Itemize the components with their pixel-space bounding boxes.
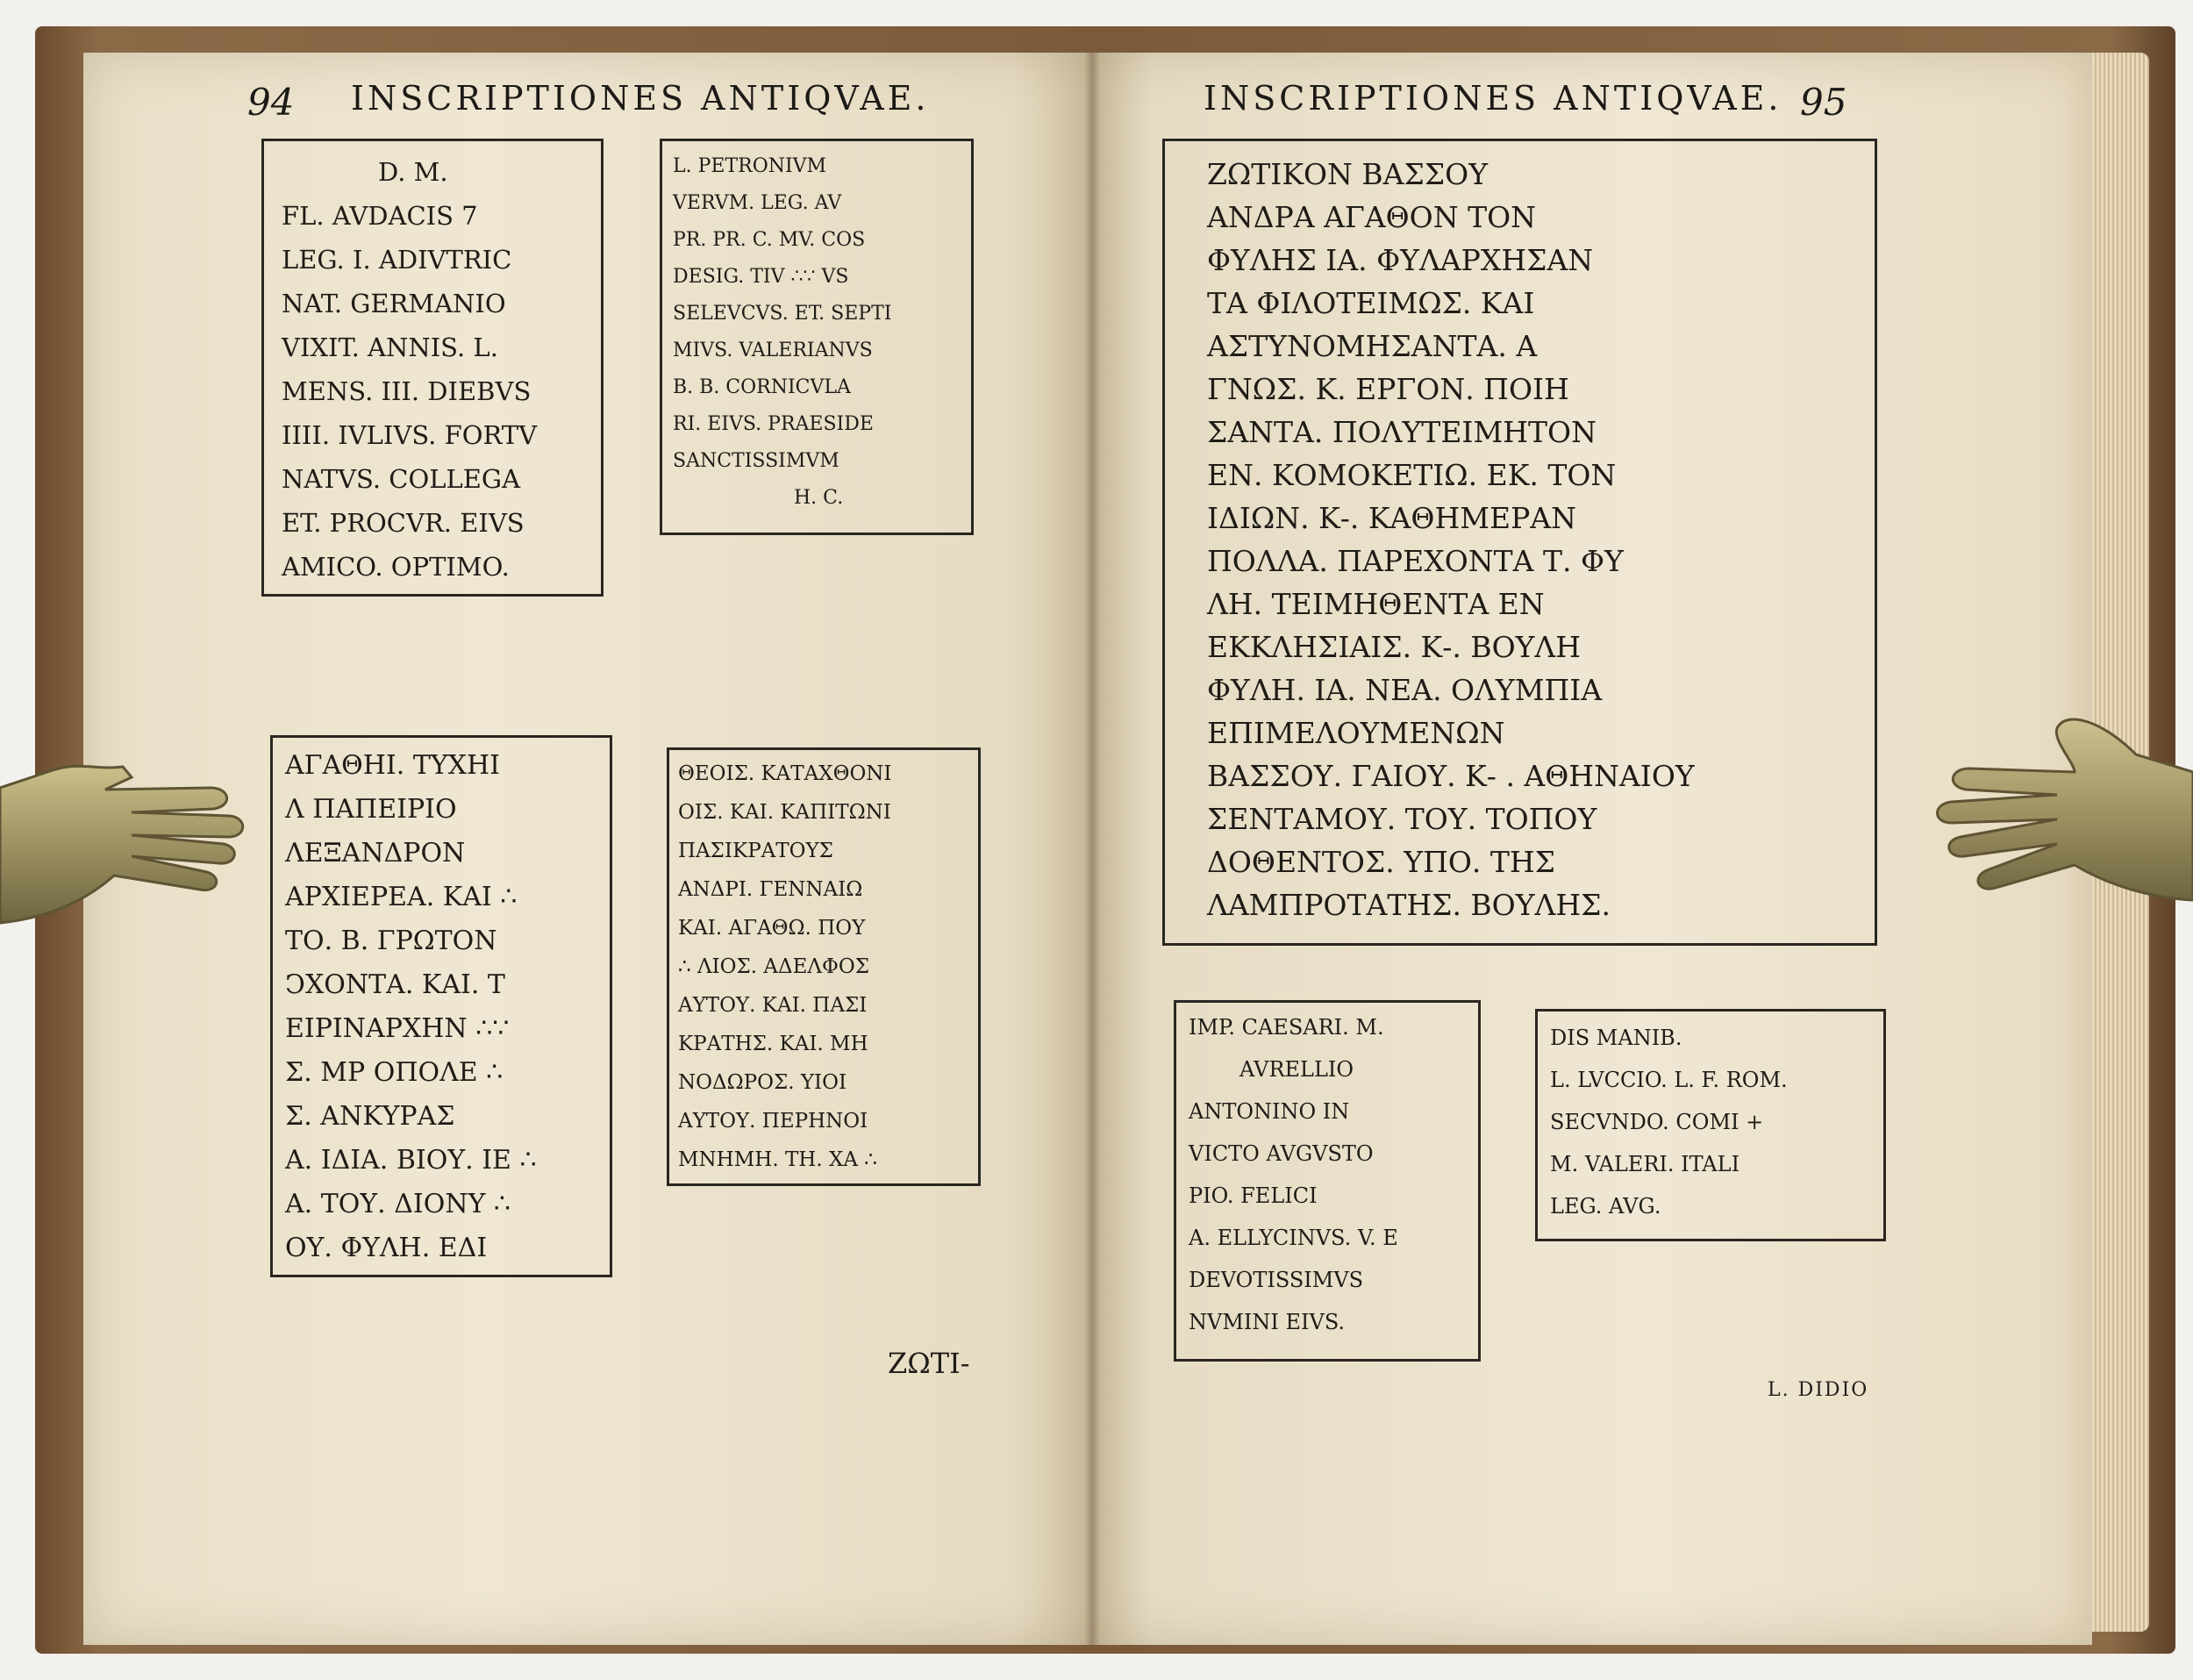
inscription-box (667, 747, 981, 1186)
inscription-line: IMP. CAESARI. M. (1189, 1015, 1384, 1040)
inscription-line: ΑΥΤΟΥ. ΠΕΡΗΝΟΙ (678, 1110, 868, 1133)
inscription-box (1174, 1000, 1481, 1362)
inscription-line: ΑΣΤΥΝΟΜΗΣΑΝΤΑ. Α (1207, 329, 1538, 363)
inscription-line: ΖΩΤΙΚΟΝ ΒΑΣΣΟΥ (1207, 157, 1488, 191)
inscription-line: DESIG. TIV ∴∵ VS (673, 266, 849, 288)
inscription-line: AMICO. OPTIMO. (282, 552, 510, 582)
inscription-line: NVMINI EIVS. (1189, 1310, 1346, 1334)
left-running-header: INSCRIPTIONES ANTIQVAE. (351, 79, 930, 118)
inscription-line: ΛΑΜΠΡΟΤΑΤΗΣ. ΒΟΥΛΗΣ. (1207, 888, 1611, 922)
inscription-line: ET. PROCVR. EIVS (282, 508, 525, 538)
left-page-number: 94 (247, 81, 295, 124)
inscription-line: M. VALERI. ITALI (1550, 1152, 1740, 1176)
left-hand-page-holder (0, 735, 246, 946)
book-gutter (1084, 53, 1100, 1645)
inscription-line: IIII. IVLIVS. FORTV (282, 420, 538, 450)
inscription-line: ΜΝΗΜΗ. ΤΗ. ΧΑ ∴ (678, 1148, 877, 1171)
inscription-box (270, 735, 612, 1277)
right-page-number: 95 (1800, 81, 1847, 124)
inscription-line: ΦΥΛΗΣ ΙΑ. ΦΥΛΑΡΧΗΣΑΝ (1207, 243, 1594, 277)
inscription-line: ΦΥΛΗ. ΙΑ. ΝΕΑ. ΟΛΥΜΠΙΑ (1207, 673, 1603, 707)
inscription-line: ϽΧΟΝΤΑ. ΚΑΙ. Τ (285, 969, 505, 1000)
inscription-line: SECVNDO. COMI + (1550, 1110, 1764, 1134)
inscription-box (1535, 1009, 1886, 1241)
inscription-line: FL. AVDACIS 7 (282, 201, 478, 231)
inscription-line: PR. PR. C. MV. COS (673, 229, 866, 251)
inscription-line: VICTO AVGVSTO (1189, 1141, 1374, 1166)
inscription-line: LEG. I. ADIVTRIC (282, 245, 512, 275)
inscription-line: PIO. FELICI (1189, 1183, 1318, 1208)
inscription-line: MIVS. VALERIANVS (673, 340, 873, 361)
inscription-line: SELEVCVS. ET. SEPTI (673, 303, 892, 325)
inscription-line: ΙΔΙΩΝ. Κ-. ΚΑΘΗΜΕΡΑΝ (1207, 501, 1577, 535)
inscription-line: ΔΟΘΕΝΤΟΣ. ΥΠΟ. ΤΗΣ (1207, 845, 1555, 879)
inscription-line: ΟΙΣ. ΚΑΙ. ΚΑΠΙΤΩΝΙ (678, 801, 891, 824)
inscription-line: ΤΑ ΦΙΛΟΤΕΙΜΩΣ. ΚΑΙ (1207, 286, 1535, 320)
inscription-line: ΤΟ. Β. ΓΡΩΤΟΝ (285, 926, 497, 956)
inscription-line: ΣΑΝΤΑ. ΠΟΛΥΤΕΙΜΗΤΟΝ (1207, 415, 1597, 449)
inscription-line: Α. ΤΟΥ. ΔΙΟΝΥ ∴ (285, 1189, 511, 1219)
inscription-line: LEG. AVG. (1550, 1194, 1661, 1219)
inscription-line: ANTONINO IN (1189, 1099, 1350, 1124)
inscription-line: MENS. III. DIEBVS (282, 376, 532, 406)
inscription-line: A. ELLYCINVS. V. E (1189, 1226, 1398, 1250)
inscription-line: ΓΝΩΣ. Κ. ΕΡΓΟΝ. ΠΟΙΗ (1207, 372, 1569, 406)
inscription-line: NATVS. COLLEGA (282, 464, 521, 494)
inscription-line: RI. EIVS. PRAESIDE (673, 413, 874, 435)
inscription-line: ΕΠΙΜΕΛΟΥΜΕΝΩΝ (1207, 716, 1505, 750)
inscription-line: ΘΕΟΙΣ. ΚΑΤΑΧΘΟΝΙ (678, 762, 892, 785)
inscription-box (261, 139, 604, 597)
inscription-line: ΕΚΚΛΗΣΙΑΙΣ. Κ-. ΒΟΥΛΗ (1207, 630, 1582, 664)
inscription-line: SANCTISSIMVM (673, 450, 839, 472)
inscription-line: ΣΕΝΤΑΜΟΥ. ΤΟΥ. ΤΟΠΟΥ (1207, 802, 1597, 836)
inscription-box (660, 139, 974, 535)
right-hand-page-holder (1925, 711, 2193, 930)
inscription-line: Σ. ΑΝΚΥΡΑΣ (285, 1101, 455, 1132)
inscription-line: ΛΕΞΑΝΔΡΟΝ (285, 838, 466, 869)
inscription-line: ΠΟΛΛΑ. ΠΑΡΕΧΟΝΤΑ Τ. ΦΥ (1207, 544, 1624, 578)
inscription-line: Σ. ΜΡ ΟΠΟΛΕ ∴ (285, 1057, 504, 1088)
inscription-line: ΚΑΙ. ΑΓΑΘΩ. ΠΟΥ (678, 917, 866, 940)
inscription-line: AVRELLIO (1239, 1057, 1354, 1082)
inscription-line: ΑΡΧΙΕΡΕΑ. ΚΑΙ ∴ (285, 882, 518, 912)
inscription-line: ΑΥΤΟΥ. ΚΑΙ. ΠΑΣΙ (678, 994, 868, 1017)
inscription-line: ΛΗ. ΤΕΙΜΗΘΕΝΤΑ ΕΝ (1207, 587, 1545, 621)
inscription-line: NAT. GERMANIO (282, 289, 506, 318)
inscription-line: L. LVCCIO. L. F. ROM. (1550, 1068, 1788, 1092)
inscription-line: ΑΝΔΡΑ ΑΓΑΘΟΝ ΤΟΝ (1207, 200, 1537, 234)
inscription-line: Α. ΙΔΙΑ. ΒΙΟΥ. ΙΕ ∴ (285, 1145, 537, 1176)
inscription-line: H. C. (794, 487, 844, 509)
inscription-line: ΝΟΔΩΡΟΣ. ΥΙΟΙ (678, 1071, 847, 1094)
right-running-header: INSCRIPTIONES ANTIQVAE. (1204, 79, 1782, 118)
inscription-box (1162, 139, 1877, 946)
inscription-line: ΕΙΡΙΝΑΡΧΗΝ ∴∵ (285, 1013, 510, 1044)
inscription-line: ΑΝΔΡΙ. ΓΕΝΝΑΙΩ (678, 878, 863, 901)
inscription-line: ΑΓΑΘΗΙ. ΤΥΧΗΙ (285, 750, 501, 781)
inscription-line: Λ ΠΑΠΕΙΡΙΟ (285, 794, 457, 825)
inscription-line: D. M. (378, 157, 448, 187)
left-catchword: ΖΩΤΙ- (888, 1347, 970, 1380)
inscription-line: DIS MANIB. (1550, 1026, 1682, 1050)
inscription-line: ΟΥ. ΦΥΛΗ. ΕΔΙ (285, 1233, 488, 1263)
inscription-line: ΕΝ. ΚΟΜΟΚΕΤΙΩ. ΕΚ. ΤΟΝ (1207, 458, 1617, 492)
inscription-line: ΚΡΑΤΗΣ. ΚΑΙ. ΜΗ (678, 1033, 868, 1055)
inscription-line: DEVOTISSIMVS (1189, 1268, 1364, 1292)
inscription-line: VIXIT. ANNIS. L. (282, 332, 498, 362)
inscription-line: B. B. CORNICVLA (673, 376, 851, 398)
inscription-line: VERVM. LEG. AV (673, 192, 842, 214)
inscription-line: L. PETRONIVM (673, 155, 827, 177)
inscription-line: ΠΑΣΙΚΡΑΤΟΥΣ (678, 840, 833, 862)
inscription-line: ΒΑΣΣΟΥ. ΓΑΙΟΥ. Κ- . ΑΘΗΝΑΙΟΥ (1207, 759, 1695, 793)
inscription-line: ∴ ΛΙΟΣ. ΑΔΕΛΦΟΣ (678, 955, 869, 978)
right-catchword: L. DIDIO (1768, 1379, 1869, 1401)
